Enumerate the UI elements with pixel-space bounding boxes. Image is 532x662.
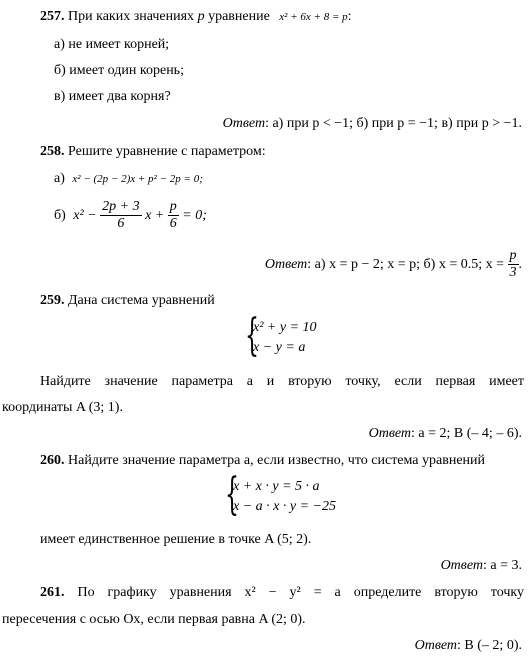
numerator: 2p + 3 [102, 199, 140, 215]
problem-260-heading [40, 452, 532, 470]
system-eq-1: x + x · y = 5 · a [233, 479, 320, 494]
system-260 [225, 469, 336, 520]
answer-label: Ответ [440, 558, 483, 573]
answer-label: Ответ [368, 426, 412, 441]
problem-261-body-1 [40, 584, 524, 602]
equation: x² + 6x + 8 = p [279, 11, 348, 23]
answer-257 [0, 115, 522, 133]
equation-mid: x + [145, 208, 165, 223]
problem-261-body-2: пересечения с осью Ox, если первая равна A (2; 0). [2, 612, 306, 627]
answer-text: : B (– 2; 0). [457, 638, 522, 653]
system-259 [245, 310, 317, 361]
system-brace: { [245, 310, 259, 361]
answer-label: Ответ [414, 638, 458, 653]
period: . [518, 257, 522, 272]
answer-label: Ответ [264, 257, 308, 272]
parameter-var: p [197, 9, 205, 24]
problem-text: Дана система уравнений [68, 293, 215, 308]
answer-260 [0, 557, 522, 575]
system-eq-1: x² + y = 10 [253, 320, 317, 335]
answer-258 [0, 248, 522, 282]
denominator: 6 [169, 216, 177, 232]
part-b [54, 198, 532, 234]
equation: x² − (2p − 2)x + p² − 2p = 0; [72, 173, 203, 185]
problem-text-2: уравнение [208, 9, 270, 24]
answer-label: Ответ [222, 116, 266, 131]
denominator: 6 [117, 216, 125, 232]
fraction-2 [168, 199, 179, 232]
problem-number: 260. [40, 453, 65, 468]
problem-text: При каких значениях [68, 9, 195, 24]
answer-text: : а) x = p − 2; x = p; б) x = 0.5; x = [307, 257, 504, 272]
fraction-1 [100, 199, 141, 232]
option-b: б) имеет один корень; [54, 63, 184, 78]
equation-end: = 0; [182, 208, 207, 223]
problem-number: 257. [40, 9, 65, 24]
problem-text: По графику уравнения x² − y² = a определите вторую точку [77, 585, 524, 600]
answer-text: : a = 3. [483, 558, 522, 573]
problem-text: Решите уравнение с параметром: [68, 144, 266, 159]
system-brace: { [225, 469, 239, 520]
system-eq-2: x − a · x · y = −25 [233, 499, 336, 514]
problem-259-body-1: Найдите значение параметра a и вторую точку, если первая имеет [40, 374, 524, 389]
numerator: p [509, 248, 517, 264]
problem-259-heading [40, 292, 532, 310]
equation-start: x² − [73, 208, 97, 223]
colon: : [347, 9, 352, 24]
system-eq-2: x − y = a [253, 340, 306, 355]
problem-number: 259. [40, 293, 65, 308]
answer-text: : a = 2; B (– 4; – 6). [411, 426, 522, 441]
answer-259 [0, 425, 522, 443]
problem-259-body-2: координаты A (3; 1). [2, 400, 123, 415]
answer-fraction [508, 248, 519, 281]
numerator: p [169, 199, 177, 215]
problem-number: 261. [40, 585, 65, 600]
part-label: б) [54, 208, 66, 223]
problem-258-heading [40, 143, 532, 161]
option-a: а) не имеет корней; [54, 37, 170, 52]
denominator: 3 [509, 265, 517, 281]
part-label: а) [54, 171, 65, 186]
answer-261 [0, 637, 522, 655]
problem-number: 258. [40, 144, 65, 159]
problem-257-heading [40, 8, 532, 26]
problem-260-body: имеет единственное решение в точке A (5; 2). [40, 532, 312, 547]
answer-text: : а) при p < −1; б) при p = −1; в) при p > −1. [265, 116, 522, 131]
option-c: в) имеет два корня? [54, 89, 171, 104]
problem-text: Найдите значение параметра a, если известно, что система уравнений [68, 453, 486, 468]
part-a [54, 170, 532, 188]
